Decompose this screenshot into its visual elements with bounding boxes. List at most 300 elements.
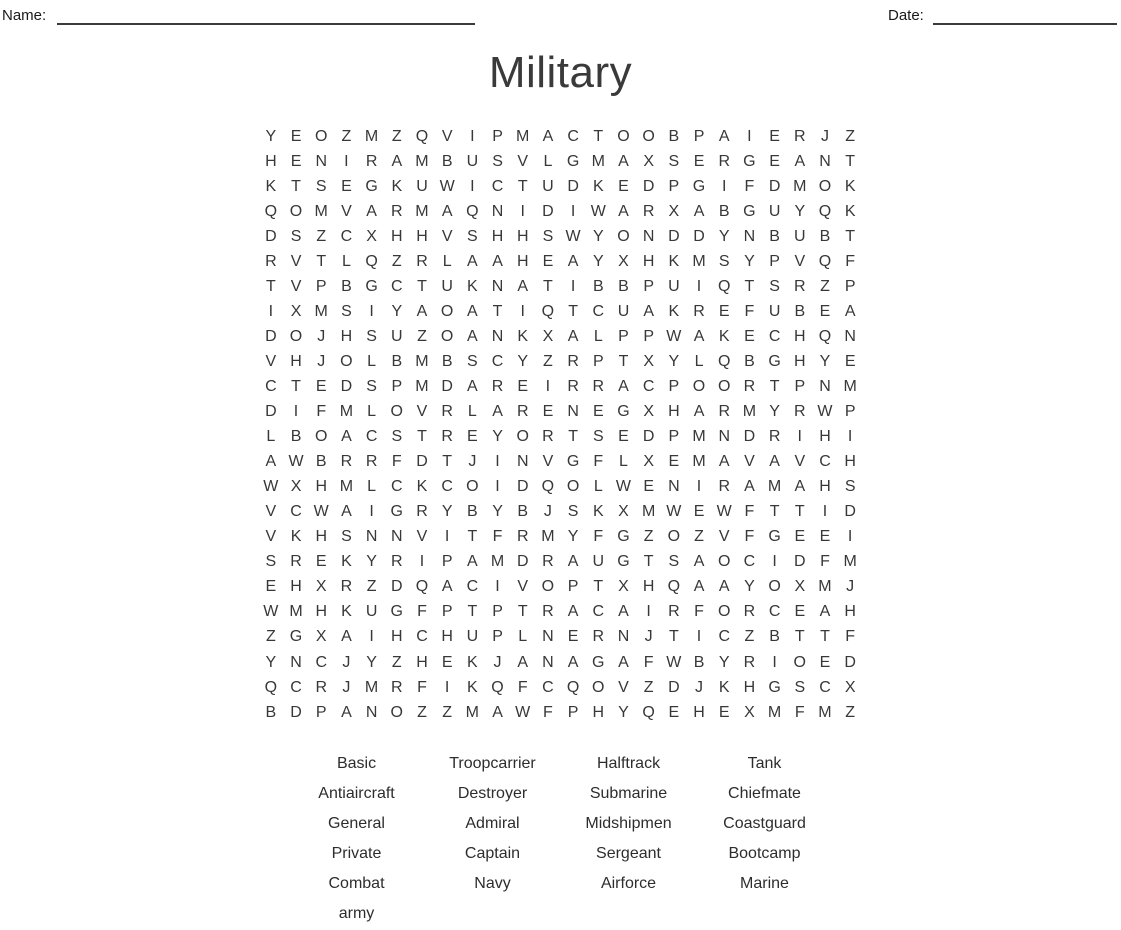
grid-letter-r11c7: M [415,377,429,395]
grid-letter-r22c12: N [542,653,554,671]
grid-letter-r23c23: C [819,678,831,696]
grid-letter-r1c1: Y [265,127,277,145]
grid-letter-r1c21: E [769,127,780,145]
grid-letter-r2c21: E [769,152,780,170]
grid-letter-r21c17: T [668,628,679,646]
grid-letter-r20c14: C [592,603,605,621]
grid-letter-r3c13: D [567,177,579,195]
grid-letter-r13c12: R [542,428,554,446]
grid-letter-r2c24: T [845,152,856,170]
grid-letter-r19c21: O [768,578,781,596]
grid-letter-r10c4: O [340,352,353,370]
grid-letter-r8c3: M [314,302,328,320]
date-field [888,6,1117,25]
grid-letter-r16c18: E [693,503,705,521]
grid-letter-r19c16: H [642,578,655,596]
grid-letter-r12c13: N [567,403,579,421]
grid-letter-r1c6: Z [391,127,402,145]
grid-letter-r23c13: Q [566,678,580,696]
grid-letter-r6c6: Z [391,252,402,270]
grid-letter-r3c8: W [439,177,455,195]
grid-letter-r11c8: D [441,377,453,395]
grid-letter-r10c9: S [467,352,478,370]
grid-letter-r20c3: H [315,603,327,621]
grid-letter-r21c19: C [718,628,730,646]
grid-letter-r4c22: Y [794,202,806,220]
grid-letter-r20c5: U [365,603,378,621]
grid-letter-r14c3: B [315,453,327,471]
grid-letter-r14c17: E [668,453,680,471]
grid-letter-r24c21: M [767,703,782,721]
grid-letter-r16c17: W [666,503,682,521]
grid-letter-r15c8: C [441,478,453,496]
grid-letter-r12c8: R [441,403,453,421]
grid-letter-r16c12: J [543,503,552,521]
grid-letter-r21c18: I [696,628,702,646]
grid-letter-r22c16: F [643,653,654,671]
grid-letter-r18c16: T [643,553,654,571]
grid-letter-r2c22: A [794,152,806,170]
grid-letter-r19c3: X [315,578,327,596]
grid-letter-r15c24: S [844,478,856,496]
grid-letter-r12c11: R [516,403,529,421]
grid-letter-r24c18: H [693,703,705,721]
grid-letter-r20c22: E [794,603,806,621]
grid-letter-r2c12: L [543,152,553,170]
grid-letter-r15c21: M [767,478,782,496]
grid-letter-r5c4: C [340,227,353,245]
grid-letter-r7c4: B [341,277,352,295]
grid-letter-r9c5: S [366,327,377,345]
grid-letter-r8c6: Y [391,302,403,320]
grid-letter-r18c19: O [717,553,731,571]
word-bank-item: Coastguard [723,815,806,832]
grid-letter-r17c10: F [492,528,503,546]
grid-letter-r12c10: A [492,403,503,421]
grid-letter-r2c16: X [643,152,654,170]
grid-letter-r11c23: N [819,377,831,395]
grid-letter-r7c17: U [668,277,680,295]
grid-letter-r7c2: V [290,277,302,295]
grid-letter-r14c13: G [566,453,580,471]
grid-letter-r10c11: Y [517,352,529,370]
word-bank-item: General [328,815,385,832]
grid-letter-r5c20: N [743,227,756,245]
grid-letter-r10c13: R [567,352,579,370]
grid-letter-r17c9: T [467,528,478,546]
grid-letter-r2c23: N [819,152,831,170]
grid-letter-r10c10: C [491,352,504,370]
grid-letter-r23c18: J [695,678,704,696]
grid-letter-r15c2: X [290,478,302,496]
grid-letter-r22c2: N [290,653,302,671]
word-bank [289,749,833,929]
grid-letter-r9c20: E [744,327,755,345]
grid-letter-r8c8: O [440,302,454,320]
grid-letter-r5c9: S [467,227,478,245]
grid-letter-r8c16: A [643,302,654,320]
grid-letter-r6c10: A [492,252,503,270]
grid-letter-r18c13: A [567,553,579,571]
grid-letter-r24c6: O [390,703,403,721]
grid-letter-r2c9: U [466,152,479,170]
grid-letter-r3c17: P [668,177,680,195]
grid-letter-r13c2: B [290,428,302,446]
grid-letter-r10c14: P [592,352,604,370]
grid-letter-r24c16: Q [642,703,655,721]
grid-letter-r17c19: V [718,528,730,546]
grid-letter-r11c24: M [843,377,857,395]
grid-letter-r6c11: H [516,252,529,270]
grid-letter-r20c24: H [844,603,856,621]
grid-letter-r3c18: G [692,177,706,195]
grid-letter-r12c3: F [316,403,327,421]
grid-letter-r11c11: E [517,377,529,395]
grid-letter-r13c8: R [441,428,453,446]
grid-letter-r8c23: E [819,302,831,320]
word-bank-item: Submarine [589,785,668,802]
grid-letter-r4c11: I [520,202,525,220]
grid-letter-r16c4: A [341,503,352,521]
grid-letter-r11c18: O [692,377,706,395]
grid-letter-r16c13: S [567,503,579,521]
grid-letter-r10c23: Y [819,352,831,370]
grid-letter-r15c22: A [794,478,806,496]
grid-letter-r6c20: Y [744,252,755,270]
grid-letter-r10c7: M [415,352,429,370]
grid-letter-r1c24: Z [845,127,856,145]
grid-letter-r5c15: O [617,227,630,245]
grid-letter-r2c8: B [441,152,453,170]
grid-letter-r21c8: H [441,628,453,646]
grid-letter-r14c4: R [340,453,353,471]
grid-letter-r13c20: D [743,428,756,446]
grid-letter-r21c13: E [567,628,579,646]
grid-letter-r19c19: A [718,578,730,596]
grid-letter-r24c7: Z [417,703,427,721]
grid-letter-r23c12: C [542,678,554,696]
grid-letter-r21c15: N [617,628,630,646]
grid-letter-r4c17: X [668,202,680,220]
grid-letter-r24c12: F [543,703,553,721]
grid-letter-r7c16: P [643,277,654,295]
grid-letter-r1c13: C [567,127,579,145]
grid-letter-r1c10: P [492,127,503,145]
grid-letter-r9c2: O [289,327,303,345]
grid-letter-r22c4: J [342,653,351,671]
grid-letter-r6c23: Q [818,252,832,270]
grid-letter-r1c20: I [747,127,752,145]
date-blank-line [933,6,1117,25]
word-bank-item: Captain [464,845,521,862]
grid-letter-r13c5: C [365,428,378,446]
grid-letter-r9c22: H [794,327,806,345]
grid-letter-r19c11: V [517,578,529,596]
grid-letter-r7c23: Z [820,277,830,295]
grid-letter-r13c14: S [592,428,604,446]
grid-letter-r24c17: E [668,703,680,721]
grid-letter-r9c7: Z [417,327,427,345]
grid-letter-r24c10: A [492,703,503,721]
grid-letter-r18c22: D [794,553,806,571]
grid-letter-r17c21: G [768,528,781,546]
grid-letter-r3c16: D [642,177,655,195]
grid-letter-r18c2: R [290,553,302,571]
grid-letter-r1c2: E [290,127,302,145]
grid-letter-r14c6: F [391,453,402,471]
grid-letter-r7c22: R [794,277,806,295]
grid-letter-r12c21: Y [769,403,780,421]
grid-letter-r10c21: G [768,352,781,370]
grid-letter-r7c5: G [365,277,378,295]
grid-letter-r18c1: S [265,553,277,571]
grid-letter-r22c17: W [666,653,682,671]
grid-letter-r2c5: R [365,152,378,170]
grid-letter-r12c18: A [693,403,705,421]
grid-letter-r21c20: Z [744,628,755,646]
grid-letter-r20c9: T [467,603,478,621]
grid-letter-r19c2: H [290,578,302,596]
grid-letter-r11c19: O [717,377,731,395]
grid-letter-r17c8: I [444,528,450,546]
grid-letter-r18c7: I [419,553,425,571]
grid-letter-r9c21: C [768,327,781,345]
grid-letter-r3c22: M [793,177,807,195]
puzzle-title: Military [488,48,633,97]
grid-letter-r16c9: B [467,503,478,521]
grid-letter-r7c24: P [844,277,856,295]
grid-letter-r19c6: D [391,578,403,596]
grid-letter-r12c4: M [339,403,354,421]
grid-letter-r3c4: E [341,177,352,195]
grid-letter-r11c15: A [618,377,629,395]
grid-letter-r8c9: A [467,302,478,320]
word-bank-item: Halftrack [596,755,661,772]
grid-letter-r18c3: E [315,553,327,571]
grid-letter-r14c5: R [365,453,378,471]
grid-letter-r21c11: L [518,628,528,646]
grid-letter-r13c7: T [417,428,427,446]
grid-letter-r12c15: G [617,403,630,421]
grid-letter-r5c22: U [794,227,806,245]
grid-letter-r21c16: J [644,628,653,646]
grid-letter-r23c4: J [342,678,351,696]
grid-letter-r8c19: E [718,302,730,320]
grid-letter-r23c22: S [794,678,806,696]
grid-letter-r17c3: H [315,528,327,546]
grid-letter-r11c1: C [265,377,277,395]
grid-letter-r16c7: R [416,503,428,521]
grid-letter-r15c13: O [566,478,580,496]
word-bank-item: Antiaircraft [318,785,395,802]
grid-letter-r24c2: D [290,703,302,721]
word-bank-item: Sergeant [596,845,661,862]
grid-letter-r13c18: M [692,428,706,446]
grid-letter-r14c8: T [442,453,453,471]
grid-letter-r23c3: R [315,678,327,696]
grid-letter-r24c5: N [365,703,378,721]
grid-letter-r3c15: E [618,177,629,195]
grid-letter-r24c24: Z [845,703,856,721]
grid-letter-r4c21: U [768,202,781,220]
grid-letter-r7c14: B [592,277,604,295]
grid-letter-r16c15: X [618,503,629,521]
grid-letter-r12c14: E [592,403,604,421]
grid-letter-r23c1: Q [264,678,278,696]
grid-letter-r13c6: S [391,428,403,446]
grid-letter-r24c22: F [794,703,805,721]
grid-letter-r19c20: Y [744,578,755,596]
grid-letter-r7c11: A [517,277,529,295]
grid-letter-r14c23: C [819,453,831,471]
grid-letter-r8c10: T [492,302,503,320]
grid-letter-r6c4: L [341,252,351,270]
word-bank-item: Combat [328,875,385,892]
grid-letter-r20c21: C [768,603,781,621]
grid-letter-r7c8: U [441,277,453,295]
grid-letter-r10c6: B [391,352,403,370]
grid-letter-r22c20: R [743,653,756,671]
grid-letter-r4c14: W [590,202,606,220]
grid-letter-r4c12: D [542,202,554,220]
grid-letter-r23c5: M [364,678,379,696]
grid-letter-r19c8: A [441,578,453,596]
grid-letter-r13c10: Y [492,428,503,446]
grid-letter-r13c16: D [642,428,655,446]
grid-letter-r17c16: Z [643,528,654,546]
grid-letter-r17c7: V [416,528,428,546]
grid-letter-r18c9: A [467,553,478,571]
grid-letter-r7c12: T [543,277,553,295]
grid-letter-r11c10: R [491,377,504,395]
grid-letter-r5c16: N [642,227,655,245]
grid-letter-r8c20: F [744,302,755,320]
grid-letter-r14c2: W [288,453,304,471]
grid-letter-r15c11: D [516,478,529,496]
grid-letter-r15c15: W [615,478,632,496]
grid-letter-r2c14: M [591,152,605,170]
grid-letter-r14c19: A [718,453,730,471]
grid-letter-r4c1: Q [264,202,278,220]
grid-letter-r6c12: E [542,252,554,270]
grid-letter-r15c19: R [718,478,730,496]
grid-letter-r8c17: K [668,302,680,320]
grid-letter-r24c11: W [515,703,531,721]
grid-letter-r16c23: I [822,503,828,521]
grid-letter-r17c11: R [516,528,529,546]
grid-letter-r13c24: I [847,428,853,446]
grid-letter-r3c19: I [721,177,727,195]
grid-letter-r6c8: L [442,252,452,270]
grid-letter-r11c3: E [315,377,327,395]
grid-letter-r17c20: F [744,528,755,546]
grid-letter-r15c3: H [315,478,327,496]
grid-letter-r18c15: G [617,553,630,571]
grid-letter-r13c4: A [341,428,352,446]
grid-letter-r9c17: W [666,327,682,345]
grid-letter-r10c17: Y [668,352,680,370]
grid-letter-r3c7: U [416,177,428,195]
grid-letter-r14c15: L [619,453,628,471]
grid-letter-r24c14: H [592,703,605,721]
grid-letter-r12c6: O [390,403,403,421]
grid-letter-r13c15: E [618,428,629,446]
grid-letter-r11c2: T [291,377,301,395]
grid-letter-r6c21: P [769,252,780,270]
grid-letter-r10c8: B [441,352,453,370]
grid-letter-r17c12: M [541,528,555,546]
grid-letter-r10c19: Q [717,352,731,370]
grid-letter-r9c14: L [593,327,603,345]
grid-letter-r13c19: N [718,428,730,446]
grid-letter-r1c19: A [718,127,730,145]
grid-letter-r22c13: A [567,653,579,671]
grid-letter-r4c15: A [618,202,629,220]
grid-letter-r8c7: A [416,302,428,320]
grid-letter-r18c4: K [341,553,352,571]
grid-letter-r5c14: Y [592,227,604,245]
grid-letter-r5c12: S [542,227,554,245]
word-bank-item: Marine [740,875,789,892]
grid-letter-r7c10: N [491,277,504,295]
grid-letter-r18c24: M [843,553,857,571]
grid-letter-r23c6: R [391,678,403,696]
grid-letter-r19c23: M [818,578,832,596]
grid-letter-r20c19: O [717,603,731,621]
grid-letter-r3c23: O [818,177,832,195]
grid-letter-r21c12: N [542,628,554,646]
grid-letter-r23c14: O [592,678,605,696]
grid-letter-r9c3: J [317,327,326,345]
grid-letter-r13c11: O [516,428,529,446]
grid-letter-r4c23: Q [818,202,832,220]
grid-letter-r22c14: G [592,653,605,671]
grid-letter-r8c24: A [844,302,856,320]
grid-letter-r3c3: S [315,177,327,195]
grid-letter-r9c1: D [265,327,277,345]
grid-letter-r23c7: F [417,678,427,696]
grid-letter-r20c2: M [289,603,303,621]
grid-letter-r15c5: L [367,478,377,496]
grid-letter-r19c10: I [495,578,500,596]
grid-letter-r5c8: V [441,227,453,245]
grid-letter-r14c21: A [769,453,780,471]
grid-letter-r10c18: L [694,352,704,370]
grid-letter-r3c11: T [517,177,528,195]
grid-letter-r7c7: T [417,277,427,295]
grid-letter-r11c21: T [769,377,780,395]
grid-letter-r17c2: K [290,528,302,546]
grid-letter-r6c2: V [290,252,302,270]
grid-letter-r3c2: T [291,177,301,195]
grid-letter-r22c23: E [819,653,831,671]
grid-letter-r3c1: K [265,177,277,195]
grid-letter-r16c21: T [769,503,780,521]
grid-letter-r3c5: G [365,177,378,195]
grid-letter-r12c16: X [643,403,654,421]
grid-letter-r13c22: I [797,428,802,446]
grid-letter-r21c6: H [391,628,403,646]
grid-letter-r8c2: X [290,302,302,320]
name-field [2,6,475,25]
grid-letter-r1c12: A [542,127,554,145]
grid-letter-r15c4: M [339,478,354,496]
grid-letter-r3c12: U [542,177,554,195]
grid-letter-r5c10: H [491,227,504,245]
grid-letter-r7c6: C [391,277,403,295]
grid-letter-r20c11: T [517,603,528,621]
grid-letter-r15c18: I [696,478,702,496]
